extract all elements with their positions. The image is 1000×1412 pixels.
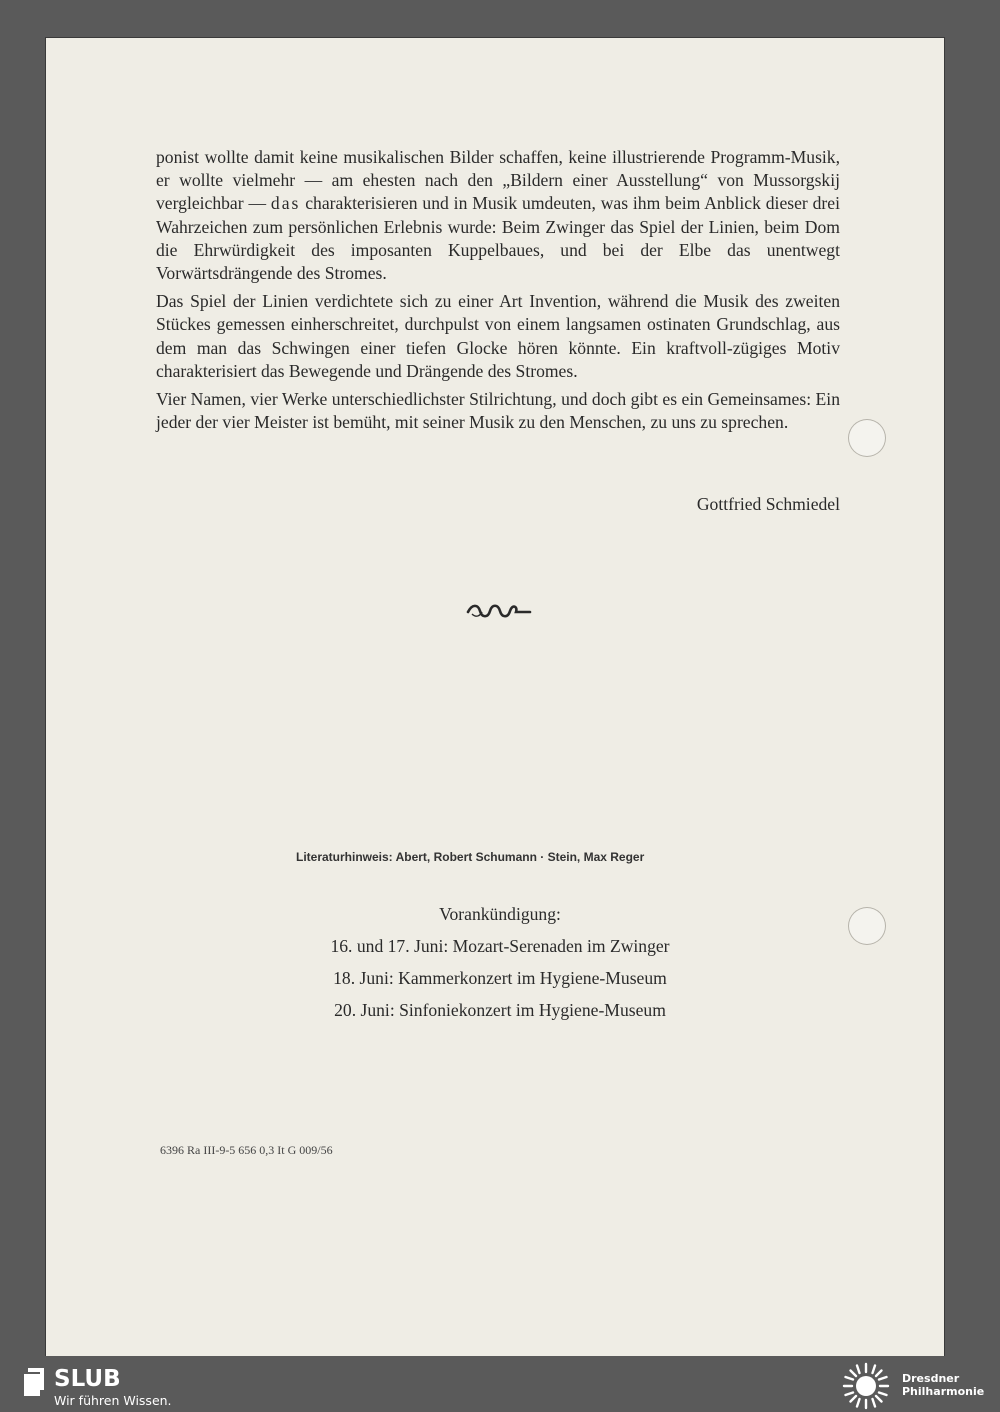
philharmonie-brand [902,1372,984,1398]
print-code: 6396 Ra III-9-5 656 0,3 It G 009/56 [160,1143,333,1157]
announcement-item: 16. und 17. Juni: Mozart-Serenaden im Zwinger [330,936,670,956]
philharmonie-brand-line1: Dresdner [902,1372,960,1385]
paragraph-1-part-a: ponist wollte damit keine musikalischen Bilder schaffen, keine illustrierende Programm-Musik, er wollte vielmehr — am ehesten nach den „Bildern einer Ausstellung“ von Mussorgskij vergleichbar — [156,147,840,214]
philharmonie-brand-line2: Philharmonie [902,1385,985,1398]
paragraph-2: Das Spiel der Linien verdichtete sich zu einer Art Invention, während die Musik des zweiten Stückes gemessen einherschreitet, durchpulst von einem langsamen ostinaten Grundschlag, aus dem man das Schwingen einer tiefen Glocke hören könnte. Ein kraftvoll-zügiges Motiv charakterisiert das Bewegende und Drängende des Stromes. [156,291,840,381]
slub-logo-icon [24,1368,44,1396]
punch-hole-upper [848,419,886,457]
announcement-item: 20. Juni: Sinfoniekonzert im Hygiene-Museum [334,1000,666,1020]
paragraph-1-part-b: charakterisieren und in Musik umdeuten, was ihm beim Anblick dieser drei Wahrzeichen zum persönlichen Erlebnis wurde: Beim Zwinger das Spiel der Linien, beim Dom die Ehrwürdigkeit des imposanten Kuppelbaues, und bei der Elbe das unentwegt Vorwärtsdrängende des Stromes. [156,193,840,284]
paragraph-3: Vier Namen, vier Werke unterschiedlichster Stilrichtung, und doch gibt es ein Gemeinsames: Ein jeder der vier Meister ist bemüht, mit seiner Musik zu den Menschen, zu uns zu sprechen. [156,389,840,433]
author-signature: Gottfried Schmiedel [696,494,840,514]
body-text [156,146,840,439]
announcement-heading: Vorankündigung: [439,904,561,924]
announcement-block [46,898,954,1026]
paragraph-1 [156,146,840,285]
announcement-item: 18. Juni: Kammerkonzert im Hygiene-Museum [333,968,667,988]
footer-bar [0,1356,1000,1412]
paragraph-1-emphasis: das [270,193,301,214]
philharmonie-logo-icon [842,1362,890,1410]
ornament-divider-icon [466,600,532,622]
slub-tagline: Wir führen Wissen. [54,1393,172,1408]
slub-brand: SLUB [54,1366,121,1392]
literature-note: Literaturhinweis: Abert, Robert Schumann · Stein, Max Reger [296,850,645,864]
document-page [46,38,944,1356]
